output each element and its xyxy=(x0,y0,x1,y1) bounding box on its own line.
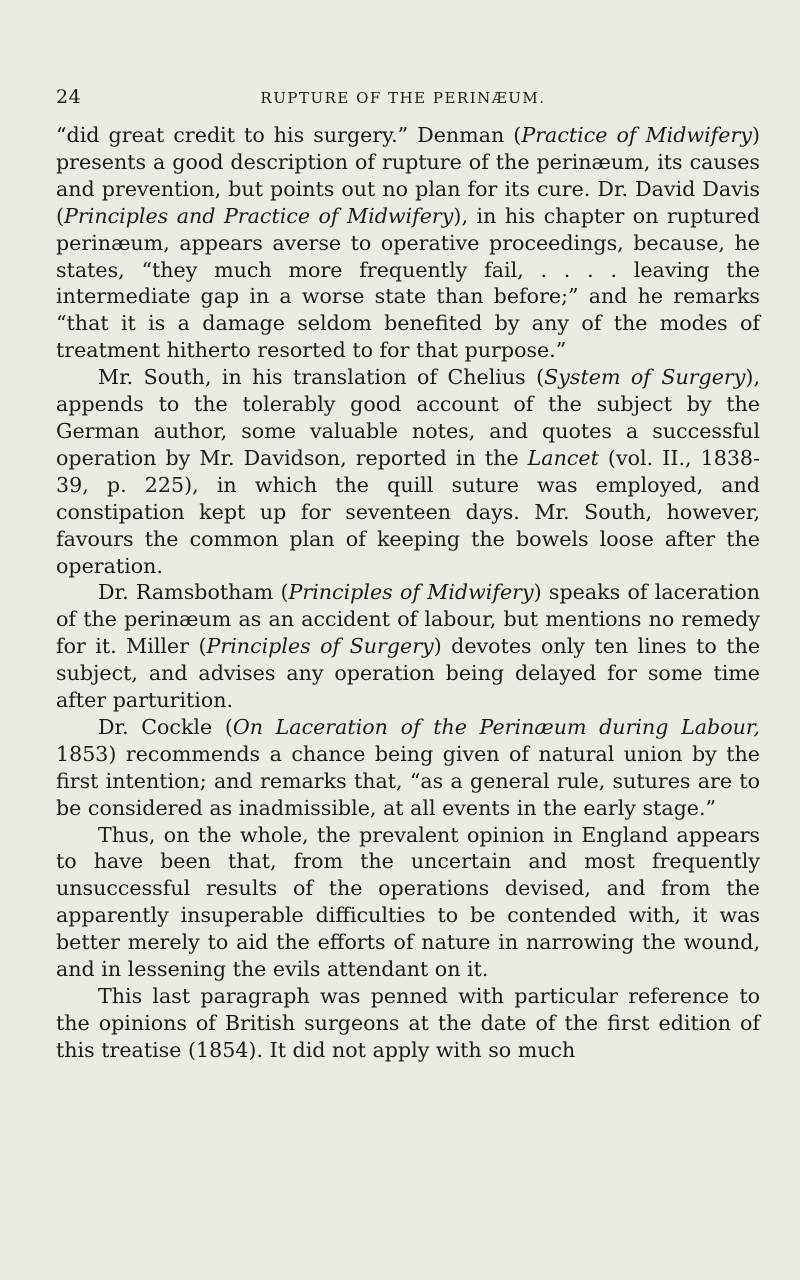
paragraph-text: 1853) recommends a chance being given of natural union by the first intention; and remarks that, “as a general rule, sutures are to be considered as inadmissible, at all events in the early stage.” xyxy=(56,741,760,820)
paragraph-text: ), in his chapter on ruptured perinæum, appears averse to operative proceedings, because, he states, “they much more frequently fail, . . . . leaving the intermediate gap in a worse state than before;” and he remarks “that it is a damage seldom benefited by any of the modes of treatment hitherto resorted to for that purpose.” xyxy=(56,203,761,363)
paragraph xyxy=(56,714,760,822)
paragraph-text: ), appends to the tolerably good account of the subject by the German author, some valuable notes, and quotes a successful operation by Mr. Davidson, reported in the xyxy=(56,365,760,470)
paragraph-text: “did great credit to his surgery.” Denman ( xyxy=(56,123,522,147)
paragraph-text: ) devotes only ten lines to the subject, and advises any operation being delayed for some time after parturition. xyxy=(56,634,761,713)
body-text xyxy=(56,122,760,1064)
running-title: RUPTURE OF THE PERINÆUM. xyxy=(260,89,546,107)
italic-title-text: Lancet xyxy=(527,445,599,470)
page-header xyxy=(56,86,750,110)
paragraph-text: Thus, on the whole, the prevalent opinion in England appears to have been that, from the uncertain and most frequently unsuccessful results of the operations devised, and from the apparently insuperable difficulties to be contended with, it was better merely to aid the efforts of nature in narrowing the wound, and in lessening the evils attendant on it. xyxy=(56,822,760,982)
paragraph xyxy=(56,983,760,1064)
paragraph-text: ) speaks of laceration of the perinæum as an accident of labour, but mentions no remedy for it. Miller ( xyxy=(56,580,760,659)
paragraph-text: Dr. Cockle ( xyxy=(98,714,233,739)
paragraph-text: This last paragraph was penned with particular reference to the opinions of British surgeons at the date of the first edition of this treatise (1854). It did not apply with so much xyxy=(56,984,760,1062)
paragraph xyxy=(56,579,760,714)
paragraph xyxy=(56,122,760,364)
paragraph-text: (vol. II., 1838-39, p. 225), in which the quill suture was employed, and constipation kept up for seventeen days. Mr. South, however, favours the common plan of keeping the bowels loose after the operation. xyxy=(56,445,760,578)
italic-title-text: Principles of Surgery xyxy=(206,634,434,659)
page-number: 24 xyxy=(56,86,82,108)
paragraph-text: ) presents a good description of rupture of the perinæum, its causes and prevention, but points out no plan for its cure. Dr. David Davis ( xyxy=(56,123,760,228)
italic-title-text: Principles of Midwifery xyxy=(288,580,534,605)
italic-title-text: System of Surgery xyxy=(544,365,746,390)
paragraph xyxy=(56,822,760,983)
italic-title-text: On Laceration of the Perinæum during Labour, xyxy=(232,714,760,739)
paragraph-text: Mr. South, in his translation of Chelius ( xyxy=(98,365,545,390)
paragraph-text: Dr. Ramsbotham ( xyxy=(98,580,289,605)
italic-title-text: Principles and Practice of Midwifery xyxy=(64,203,454,228)
italic-title-text: Practice of Midwifery xyxy=(521,123,752,147)
paragraph xyxy=(56,364,760,579)
